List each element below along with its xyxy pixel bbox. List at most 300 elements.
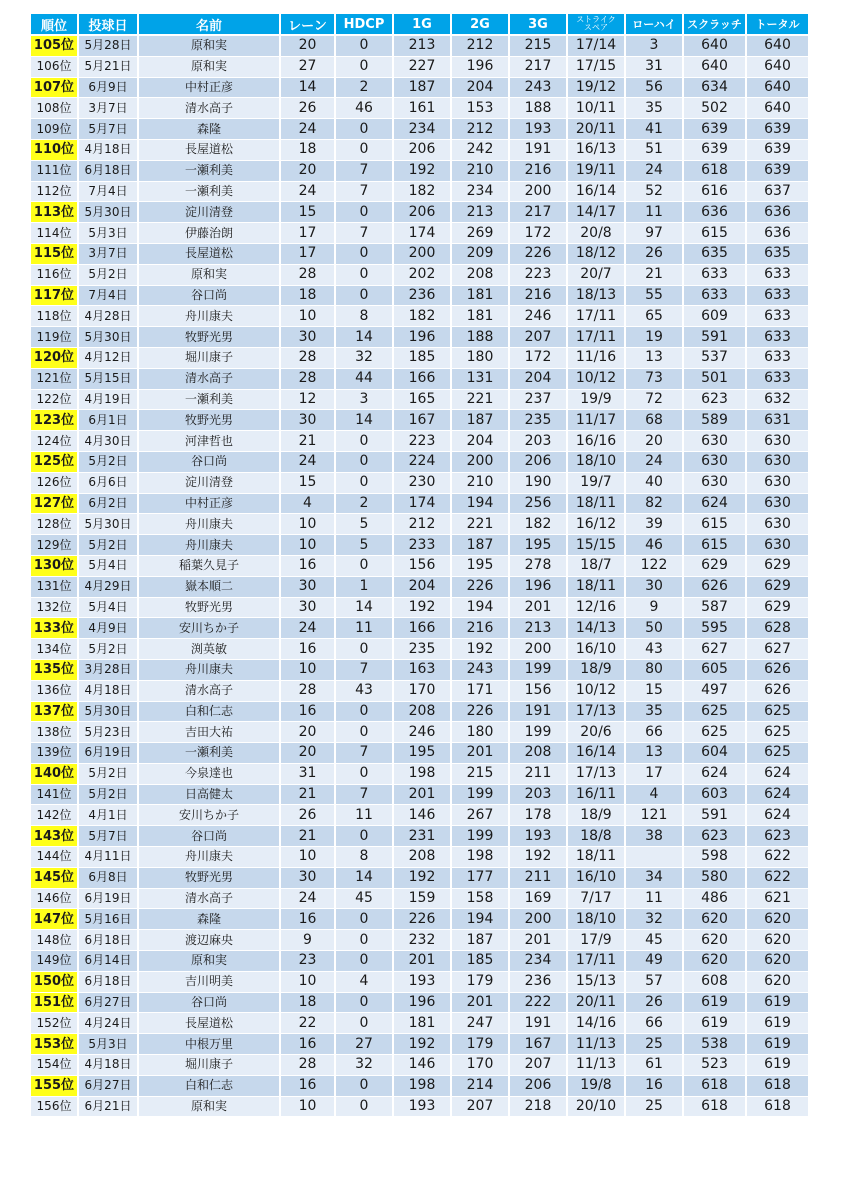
lane-cell: 15: [281, 473, 336, 494]
rank-cell: 145位: [31, 868, 79, 889]
scratch-cell: 605: [684, 660, 747, 681]
date-cell: 6月21日: [79, 1097, 139, 1118]
rank-cell: 155位: [31, 1076, 79, 1097]
rank-cell: 137位: [31, 702, 79, 723]
game-3-cell: 199: [510, 722, 568, 743]
lane-cell: 18: [281, 140, 336, 161]
game-3-cell: 178: [510, 805, 568, 826]
scratch-cell: 620: [684, 930, 747, 951]
table-row: [31, 182, 810, 203]
game-1-cell: 236: [394, 286, 452, 307]
name-cell: 清水高子: [139, 98, 281, 119]
table-body: [31, 36, 810, 1117]
date-cell: 3月28日: [79, 660, 139, 681]
strike-spare-cell: 17/14: [568, 36, 626, 57]
table-row: [31, 951, 810, 972]
game-1-cell: 234: [394, 119, 452, 140]
table-row: [31, 805, 810, 826]
game-3-cell: 190: [510, 473, 568, 494]
game-1-cell: 146: [394, 1055, 452, 1076]
rank-cell: 142位: [31, 805, 79, 826]
total-cell: 637: [747, 182, 810, 203]
game-1-cell: 213: [394, 36, 452, 57]
name-cell: 安川ちか子: [139, 618, 281, 639]
game-1-cell: 159: [394, 889, 452, 910]
scratch-cell: 619: [684, 1013, 747, 1034]
date-cell: 5月30日: [79, 202, 139, 223]
strike-spare-cell: 18/9: [568, 805, 626, 826]
rank-cell: 108位: [31, 98, 79, 119]
game-1-cell: 235: [394, 639, 452, 660]
strike-spare-cell: 18/10: [568, 452, 626, 473]
scratch-cell: 639: [684, 119, 747, 140]
strike-spare-cell: 14/17: [568, 202, 626, 223]
date-cell: 6月2日: [79, 494, 139, 515]
table-row: [31, 993, 810, 1014]
game-1-cell: 167: [394, 410, 452, 431]
game-3-cell: 200: [510, 639, 568, 660]
table-row: [31, 1034, 810, 1055]
table-row: [31, 1076, 810, 1097]
lane-cell: 21: [281, 826, 336, 847]
total-cell: 624: [747, 785, 810, 806]
name-cell: 吉川明美: [139, 972, 281, 993]
table-row: [31, 202, 810, 223]
table-row: [31, 286, 810, 307]
game-3-cell: 193: [510, 119, 568, 140]
total-cell: 630: [747, 473, 810, 494]
game-3-cell: 223: [510, 265, 568, 286]
rank-cell: 111位: [31, 161, 79, 182]
rank-cell: 105位: [31, 36, 79, 57]
total-cell: 640: [747, 98, 810, 119]
strike-spare-cell: 19/11: [568, 161, 626, 182]
low-high-cell: 25: [626, 1034, 684, 1055]
game-2-cell: 221: [452, 390, 510, 411]
table-row: [31, 764, 810, 785]
rank-cell: 138位: [31, 722, 79, 743]
lane-cell: 20: [281, 161, 336, 182]
low-high-cell: 11: [626, 202, 684, 223]
game-2-cell: 177: [452, 868, 510, 889]
hdcp-cell: 0: [336, 951, 394, 972]
total-cell: 640: [747, 57, 810, 78]
date-cell: 5月15日: [79, 369, 139, 390]
game-3-cell: 193: [510, 826, 568, 847]
low-high-cell: 21: [626, 265, 684, 286]
scratch-cell: 587: [684, 598, 747, 619]
rank-cell: 149位: [31, 951, 79, 972]
hdcp-cell: 0: [336, 119, 394, 140]
date-cell: 5月2日: [79, 265, 139, 286]
strike-spare-cell: 19/7: [568, 473, 626, 494]
table-row: [31, 494, 810, 515]
table-row: [31, 244, 810, 265]
game-2-cell: 200: [452, 452, 510, 473]
date-cell: 4月18日: [79, 140, 139, 161]
total-cell: 620: [747, 972, 810, 993]
lane-cell: 10: [281, 535, 336, 556]
hdcp-cell: 0: [336, 57, 394, 78]
game-1-cell: 146: [394, 805, 452, 826]
lane-cell: 21: [281, 785, 336, 806]
strike-spare-cell: 18/8: [568, 826, 626, 847]
hdcp-cell: 11: [336, 618, 394, 639]
lane-cell: 17: [281, 244, 336, 265]
scratch-cell: 639: [684, 140, 747, 161]
lane-cell: 10: [281, 847, 336, 868]
total-cell: 639: [747, 140, 810, 161]
low-high-cell: 41: [626, 119, 684, 140]
date-cell: 4月9日: [79, 618, 139, 639]
rank-cell: 120位: [31, 348, 79, 369]
game-3-cell: 216: [510, 161, 568, 182]
date-cell: 4月18日: [79, 681, 139, 702]
low-high-cell: 16: [626, 1076, 684, 1097]
scratch-cell: 636: [684, 202, 747, 223]
game-1-cell: 226: [394, 909, 452, 930]
low-high-cell: 72: [626, 390, 684, 411]
name-cell: 清水高子: [139, 889, 281, 910]
strike-spare-cell: 16/13: [568, 140, 626, 161]
game-2-cell: 214: [452, 1076, 510, 1097]
game-3-cell: 208: [510, 743, 568, 764]
rank-cell: 134位: [31, 639, 79, 660]
low-high-cell: 20: [626, 431, 684, 452]
date-cell: 5月30日: [79, 327, 139, 348]
game-1-cell: 206: [394, 140, 452, 161]
name-cell: 堀川康子: [139, 348, 281, 369]
total-cell: 620: [747, 909, 810, 930]
name-cell: 谷口尚: [139, 452, 281, 473]
name-cell: 森隆: [139, 909, 281, 930]
header-total: トータル: [747, 14, 810, 36]
low-high-cell: 122: [626, 556, 684, 577]
rank-cell: 152位: [31, 1013, 79, 1034]
rank-cell: 144位: [31, 847, 79, 868]
date-cell: 5月4日: [79, 556, 139, 577]
game-3-cell: 196: [510, 577, 568, 598]
hdcp-cell: 1: [336, 577, 394, 598]
game-3-cell: 234: [510, 951, 568, 972]
low-high-cell: 51: [626, 140, 684, 161]
game-2-cell: 210: [452, 161, 510, 182]
game-2-cell: 242: [452, 140, 510, 161]
name-cell: 一瀬利美: [139, 390, 281, 411]
hdcp-cell: 0: [336, 930, 394, 951]
game-2-cell: 212: [452, 36, 510, 57]
strike-spare-cell: 12/16: [568, 598, 626, 619]
game-3-cell: 236: [510, 972, 568, 993]
lane-cell: 9: [281, 930, 336, 951]
game-2-cell: 187: [452, 410, 510, 431]
low-high-cell: 46: [626, 535, 684, 556]
name-cell: 牧野光男: [139, 598, 281, 619]
game-2-cell: 201: [452, 743, 510, 764]
game-3-cell: 207: [510, 1055, 568, 1076]
game-3-cell: 172: [510, 348, 568, 369]
date-cell: 5月28日: [79, 36, 139, 57]
total-cell: 630: [747, 514, 810, 535]
game-2-cell: 204: [452, 78, 510, 99]
total-cell: 639: [747, 161, 810, 182]
hdcp-cell: 3: [336, 390, 394, 411]
table-row: [31, 681, 810, 702]
game-3-cell: 206: [510, 452, 568, 473]
hdcp-cell: 44: [336, 369, 394, 390]
game-3-cell: 203: [510, 785, 568, 806]
date-cell: 5月16日: [79, 909, 139, 930]
strike-spare-cell: 10/11: [568, 98, 626, 119]
scratch-cell: 633: [684, 286, 747, 307]
date-cell: 6月18日: [79, 930, 139, 951]
game-2-cell: 243: [452, 660, 510, 681]
date-cell: 5月23日: [79, 722, 139, 743]
hdcp-cell: 0: [336, 286, 394, 307]
table-row: [31, 452, 810, 473]
date-cell: 5月2日: [79, 764, 139, 785]
low-high-cell: 80: [626, 660, 684, 681]
lane-cell: 10: [281, 660, 336, 681]
lane-cell: 28: [281, 1055, 336, 1076]
name-cell: 渡辺麻央: [139, 930, 281, 951]
date-cell: 6月9日: [79, 78, 139, 99]
table-row: [31, 868, 810, 889]
game-2-cell: 185: [452, 951, 510, 972]
game-3-cell: 201: [510, 598, 568, 619]
rank-cell: 118位: [31, 306, 79, 327]
hdcp-cell: 0: [336, 993, 394, 1014]
strike-spare-cell: 17/15: [568, 57, 626, 78]
header-date: 投球日: [79, 14, 139, 36]
scratch-cell: 620: [684, 909, 747, 930]
low-high-cell: 45: [626, 930, 684, 951]
strike-spare-cell: 18/12: [568, 244, 626, 265]
game-3-cell: 191: [510, 702, 568, 723]
scratch-cell: 623: [684, 390, 747, 411]
scratch-cell: 624: [684, 764, 747, 785]
hdcp-cell: 7: [336, 223, 394, 244]
hdcp-cell: 0: [336, 702, 394, 723]
total-cell: 619: [747, 1013, 810, 1034]
game-2-cell: 153: [452, 98, 510, 119]
lane-cell: 16: [281, 1034, 336, 1055]
lane-cell: 24: [281, 889, 336, 910]
low-high-cell: 56: [626, 78, 684, 99]
lane-cell: 22: [281, 1013, 336, 1034]
strike-spare-cell: 10/12: [568, 681, 626, 702]
low-high-cell: 61: [626, 1055, 684, 1076]
game-2-cell: 170: [452, 1055, 510, 1076]
lane-cell: 20: [281, 743, 336, 764]
game-3-cell: 191: [510, 140, 568, 161]
name-cell: 稲葉久見子: [139, 556, 281, 577]
table-row: [31, 410, 810, 431]
game-3-cell: 222: [510, 993, 568, 1014]
scratch-cell: 502: [684, 98, 747, 119]
hdcp-cell: 0: [336, 202, 394, 223]
hdcp-cell: 8: [336, 847, 394, 868]
game-3-cell: 246: [510, 306, 568, 327]
table-row: [31, 598, 810, 619]
name-cell: 河津哲也: [139, 431, 281, 452]
game-1-cell: 208: [394, 847, 452, 868]
strike-spare-cell: 20/7: [568, 265, 626, 286]
game-2-cell: 192: [452, 639, 510, 660]
date-cell: 6月19日: [79, 889, 139, 910]
table-row: [31, 743, 810, 764]
date-cell: 5月2日: [79, 452, 139, 473]
total-cell: 633: [747, 369, 810, 390]
strike-spare-cell: 16/11: [568, 785, 626, 806]
strike-spare-cell: 18/11: [568, 577, 626, 598]
table-row: [31, 431, 810, 452]
name-cell: 中村正彦: [139, 78, 281, 99]
lane-cell: 30: [281, 868, 336, 889]
game-2-cell: 198: [452, 847, 510, 868]
lane-cell: 10: [281, 514, 336, 535]
game-2-cell: 131: [452, 369, 510, 390]
hdcp-cell: 0: [336, 826, 394, 847]
name-cell: 一瀬利美: [139, 161, 281, 182]
lane-cell: 15: [281, 202, 336, 223]
date-cell: 5月2日: [79, 535, 139, 556]
name-cell: 伊藤治朗: [139, 223, 281, 244]
total-cell: 626: [747, 660, 810, 681]
low-high-cell: 35: [626, 702, 684, 723]
table-row: [31, 847, 810, 868]
total-cell: 630: [747, 535, 810, 556]
name-cell: 白和仁志: [139, 1076, 281, 1097]
game-1-cell: 182: [394, 306, 452, 327]
scratch-cell: 591: [684, 327, 747, 348]
game-1-cell: 227: [394, 57, 452, 78]
date-cell: 5月4日: [79, 598, 139, 619]
rank-cell: 131位: [31, 577, 79, 598]
low-high-cell: 32: [626, 909, 684, 930]
table-row: [31, 265, 810, 286]
table-row: [31, 98, 810, 119]
date-cell: 5月30日: [79, 514, 139, 535]
game-1-cell: 181: [394, 1013, 452, 1034]
rank-cell: 153位: [31, 1034, 79, 1055]
strike-spare-cell: 17/9: [568, 930, 626, 951]
scratch-cell: 591: [684, 805, 747, 826]
scratch-cell: 629: [684, 556, 747, 577]
game-1-cell: 231: [394, 826, 452, 847]
hdcp-cell: 5: [336, 514, 394, 535]
game-1-cell: 208: [394, 702, 452, 723]
rank-cell: 114位: [31, 223, 79, 244]
total-cell: 630: [747, 431, 810, 452]
hdcp-cell: 27: [336, 1034, 394, 1055]
scratch-cell: 598: [684, 847, 747, 868]
game-2-cell: 171: [452, 681, 510, 702]
game-2-cell: 194: [452, 909, 510, 930]
total-cell: 618: [747, 1076, 810, 1097]
strike-spare-cell: 19/9: [568, 390, 626, 411]
low-high-cell: 9: [626, 598, 684, 619]
total-cell: 633: [747, 348, 810, 369]
date-cell: 6月18日: [79, 972, 139, 993]
rank-cell: 150位: [31, 972, 79, 993]
name-cell: 中村正彦: [139, 494, 281, 515]
low-high-cell: 73: [626, 369, 684, 390]
rank-cell: 109位: [31, 119, 79, 140]
strike-spare-cell: 17/13: [568, 702, 626, 723]
game-3-cell: 172: [510, 223, 568, 244]
low-high-cell: 49: [626, 951, 684, 972]
total-cell: 619: [747, 1034, 810, 1055]
lane-cell: 28: [281, 265, 336, 286]
table-row: [31, 889, 810, 910]
header-strike-spare: [568, 14, 626, 36]
table-row: [31, 119, 810, 140]
date-cell: 7月4日: [79, 286, 139, 307]
total-cell: 640: [747, 36, 810, 57]
hdcp-cell: 32: [336, 348, 394, 369]
rank-cell: 139位: [31, 743, 79, 764]
game-1-cell: 166: [394, 369, 452, 390]
low-high-cell: 25: [626, 1097, 684, 1118]
scratch-cell: 634: [684, 78, 747, 99]
total-cell: 623: [747, 826, 810, 847]
name-cell: 堀川康子: [139, 1055, 281, 1076]
low-high-cell: 82: [626, 494, 684, 515]
strike-spare-cell: 11/13: [568, 1055, 626, 1076]
rank-cell: 130位: [31, 556, 79, 577]
game-3-cell: 188: [510, 98, 568, 119]
lane-cell: 14: [281, 78, 336, 99]
header-lane: レーン: [281, 14, 336, 36]
total-cell: 640: [747, 78, 810, 99]
hdcp-cell: 7: [336, 182, 394, 203]
total-cell: 639: [747, 119, 810, 140]
date-cell: 6月27日: [79, 993, 139, 1014]
header-game-1: 1G: [394, 14, 452, 36]
name-cell: 一瀬利美: [139, 182, 281, 203]
rank-cell: 128位: [31, 514, 79, 535]
low-high-cell: 66: [626, 722, 684, 743]
game-1-cell: 196: [394, 327, 452, 348]
game-2-cell: 199: [452, 785, 510, 806]
strike-spare-cell: 16/10: [568, 868, 626, 889]
date-cell: 6月1日: [79, 410, 139, 431]
game-1-cell: 187: [394, 78, 452, 99]
date-cell: 3月7日: [79, 244, 139, 265]
scratch-cell: 615: [684, 223, 747, 244]
name-cell: 谷口尚: [139, 993, 281, 1014]
header-game-3: 3G: [510, 14, 568, 36]
game-1-cell: 233: [394, 535, 452, 556]
game-3-cell: 213: [510, 618, 568, 639]
total-cell: 624: [747, 805, 810, 826]
rank-cell: 106位: [31, 57, 79, 78]
low-high-cell: [626, 847, 684, 868]
game-1-cell: 198: [394, 764, 452, 785]
strike-spare-cell: 18/10: [568, 909, 626, 930]
total-cell: 630: [747, 494, 810, 515]
game-1-cell: 195: [394, 743, 452, 764]
game-1-cell: 206: [394, 202, 452, 223]
hdcp-cell: 0: [336, 265, 394, 286]
game-1-cell: 170: [394, 681, 452, 702]
table-row: [31, 1097, 810, 1118]
rank-cell: 148位: [31, 930, 79, 951]
hdcp-cell: 0: [336, 1013, 394, 1034]
strike-spare-cell: 18/11: [568, 494, 626, 515]
scratch-cell: 635: [684, 244, 747, 265]
